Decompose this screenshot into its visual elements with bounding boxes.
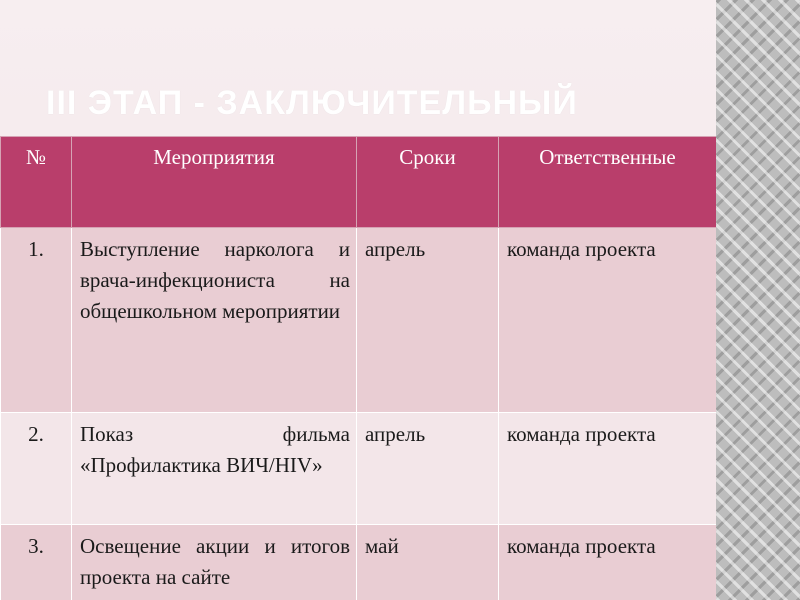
row-term: апрель xyxy=(357,228,499,413)
table-row xyxy=(1,413,717,525)
row-term: апрель xyxy=(357,413,499,525)
row-term: май xyxy=(357,525,499,600)
row-responsible: команда проекта xyxy=(499,413,717,525)
table-row xyxy=(1,228,717,413)
row-responsible: команда проекта xyxy=(499,228,717,413)
header-responsible: Ответственные xyxy=(499,137,717,228)
row-number: 1. xyxy=(1,228,72,413)
plan-table xyxy=(0,136,716,600)
row-event: Показ фильма «Профилактика ВИЧ/HIV» xyxy=(72,413,357,525)
slide-title: III ЭТАП - ЗАКЛЮЧИТЕЛЬНЫЙ xyxy=(46,84,578,122)
row-number: 3. xyxy=(1,525,72,600)
header-events: Мероприятия xyxy=(72,137,357,228)
row-number: 2. xyxy=(1,413,72,525)
row-event: Выступление нарколога и врача-инфекциониста на общешкольном мероприятии xyxy=(72,228,357,413)
table-row xyxy=(1,525,717,600)
decorative-side-pattern xyxy=(716,0,800,600)
header-terms: Сроки xyxy=(357,137,499,228)
table-header-row xyxy=(1,137,717,228)
row-event: Освещение акции и итогов проекта на сайте xyxy=(72,525,357,600)
header-number: № xyxy=(1,137,72,228)
row-responsible: команда проекта xyxy=(499,525,717,600)
